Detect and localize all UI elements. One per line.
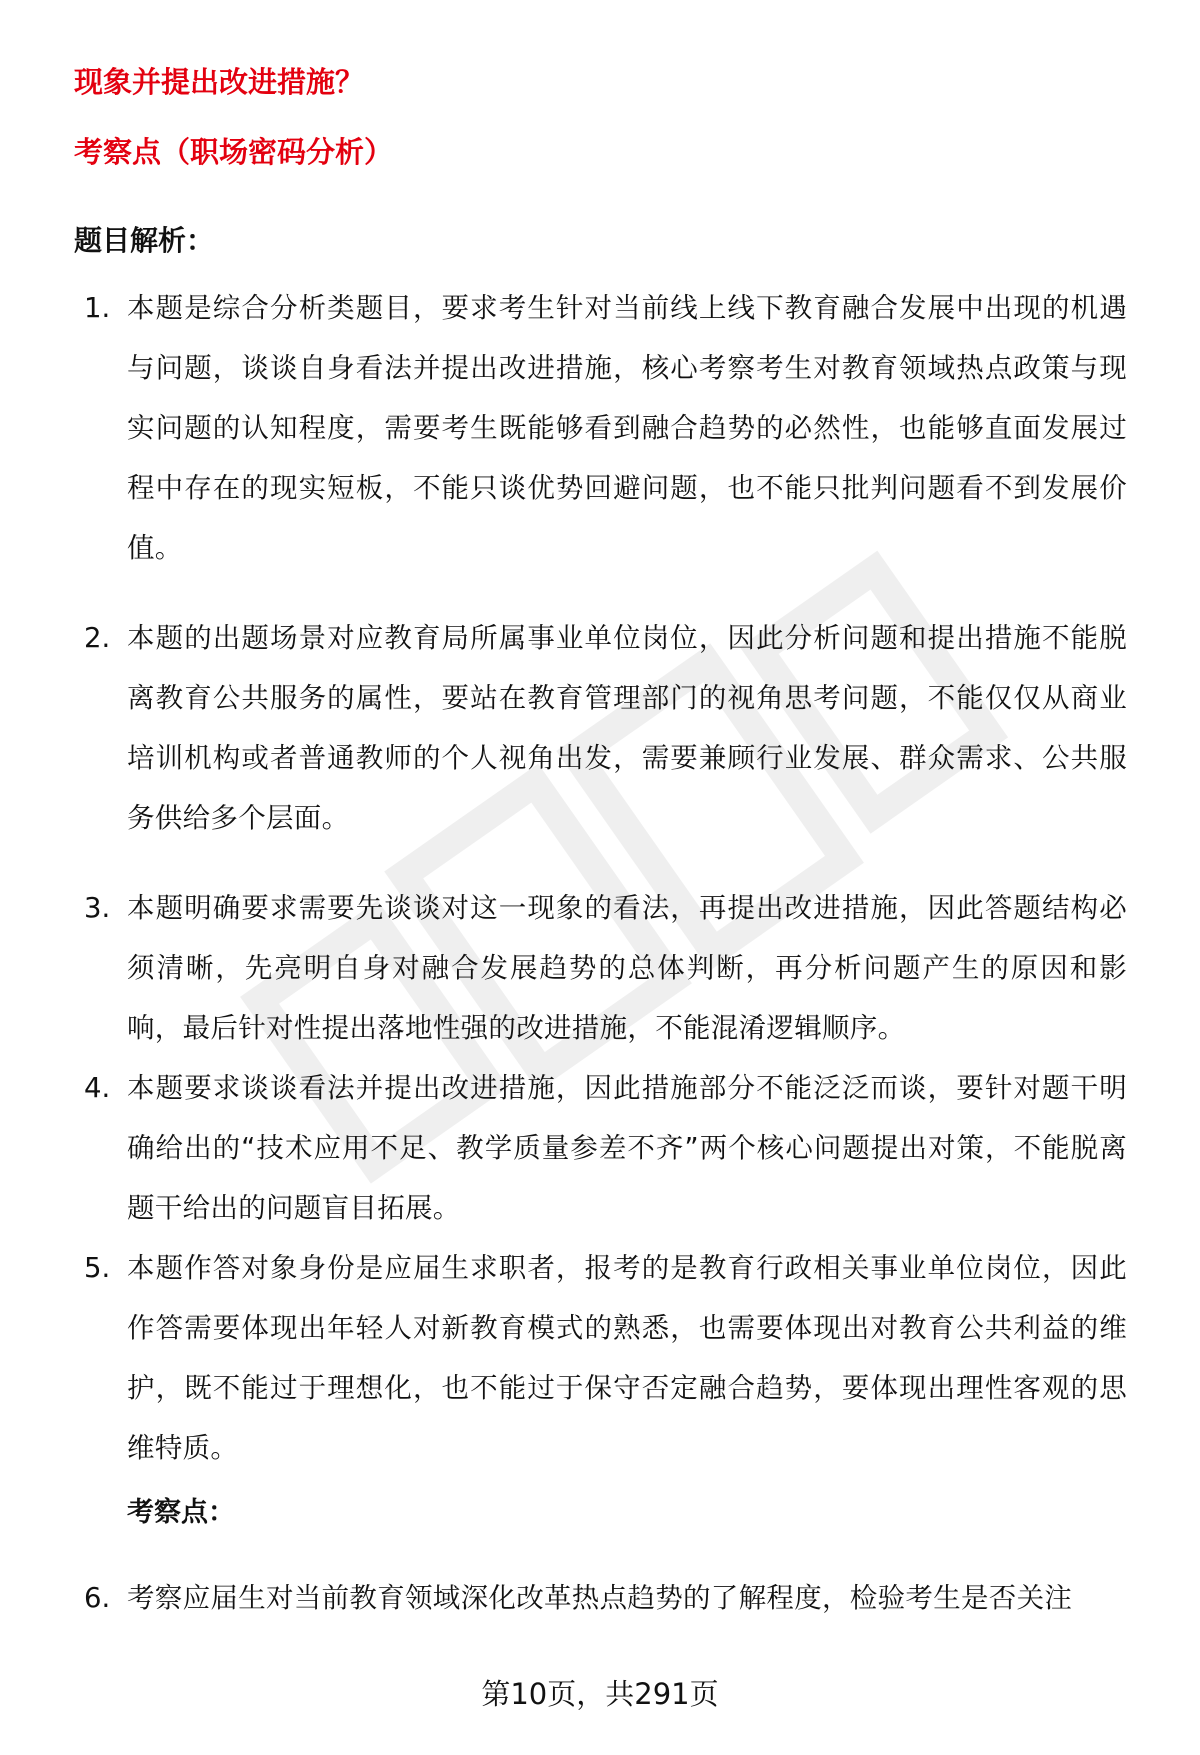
sub-title-exam-point: 考察点：: [127, 1497, 235, 1528]
list-item-number: 5.: [84, 1252, 111, 1284]
list-item-number: 2.: [84, 622, 111, 654]
list-item-number: 6.: [84, 1582, 111, 1614]
list-item-text: 本题明确要求需要先谈谈对这一现象的看法，再提出改进措施，因此答题结构必须清晰，先亮明自身对融合发展趋势的总体判断，再分析问题产生的原因和影响，最后针对性提出落地性强的改进措施，不能混淆逻辑顺序。: [127, 892, 1127, 1044]
section-title-analysis: 题目解析：: [74, 224, 215, 257]
heading-exam-point: 考察点（职场密码分析）: [74, 135, 394, 169]
list-item-number: 3.: [84, 892, 111, 924]
page-number-footer: 第10页，共291页: [481, 1677, 719, 1711]
list-item-text: 本题作答对象身份是应届生求职者，报考的是教育行政相关事业单位岗位，因此作答需要体现出年轻人对新教育模式的熟悉，也需要体现出对教育公共利益的维护，既不能过于理想化，也不能过于保守否定融合趋势，要体现出理性客观的思维特质。: [127, 1252, 1127, 1464]
heading-question-end: 现象并提出改进措施？: [74, 65, 365, 99]
list-item-number: 4.: [84, 1072, 111, 1104]
list-item-text: 本题的出题场景对应教育局所属事业单位岗位，因此分析问题和提出措施不能脱离教育公共服务的属性，要站在教育管理部门的视角思考问题，不能仅仅从商业培训机构或者普通教师的个人视角出发，需要兼顾行业发展、群众需求、公共服务供给多个层面。: [127, 622, 1127, 834]
list-item-text: 考察应届生对当前教育领域深化改革热点趋势的了解程度，检验考生是否关注: [127, 1582, 1073, 1614]
list-item-text: 本题是综合分析类题目，要求考生针对当前线上线下教育融合发展中出现的机遇与问题，谈谈自身看法并提出改进措施，核心考察考生对教育领域热点政策与现实问题的认知程度，需要考生既能够看到融合趋势的必然性，也能够直面发展过程中存在的现实短板，不能只谈优势回避问题，也不能只批判问题看不到发展价值。: [127, 292, 1127, 564]
list-item-text: 本题要求谈谈看法并提出改进措施，因此措施部分不能泛泛而谈，要针对题干明确给出的“技术应用不足、教学质量参差不齐”两个核心问题提出对策，不能脱离题干给出的问题盲目拓展。: [127, 1072, 1127, 1224]
list-item-number: 1.: [84, 292, 111, 324]
